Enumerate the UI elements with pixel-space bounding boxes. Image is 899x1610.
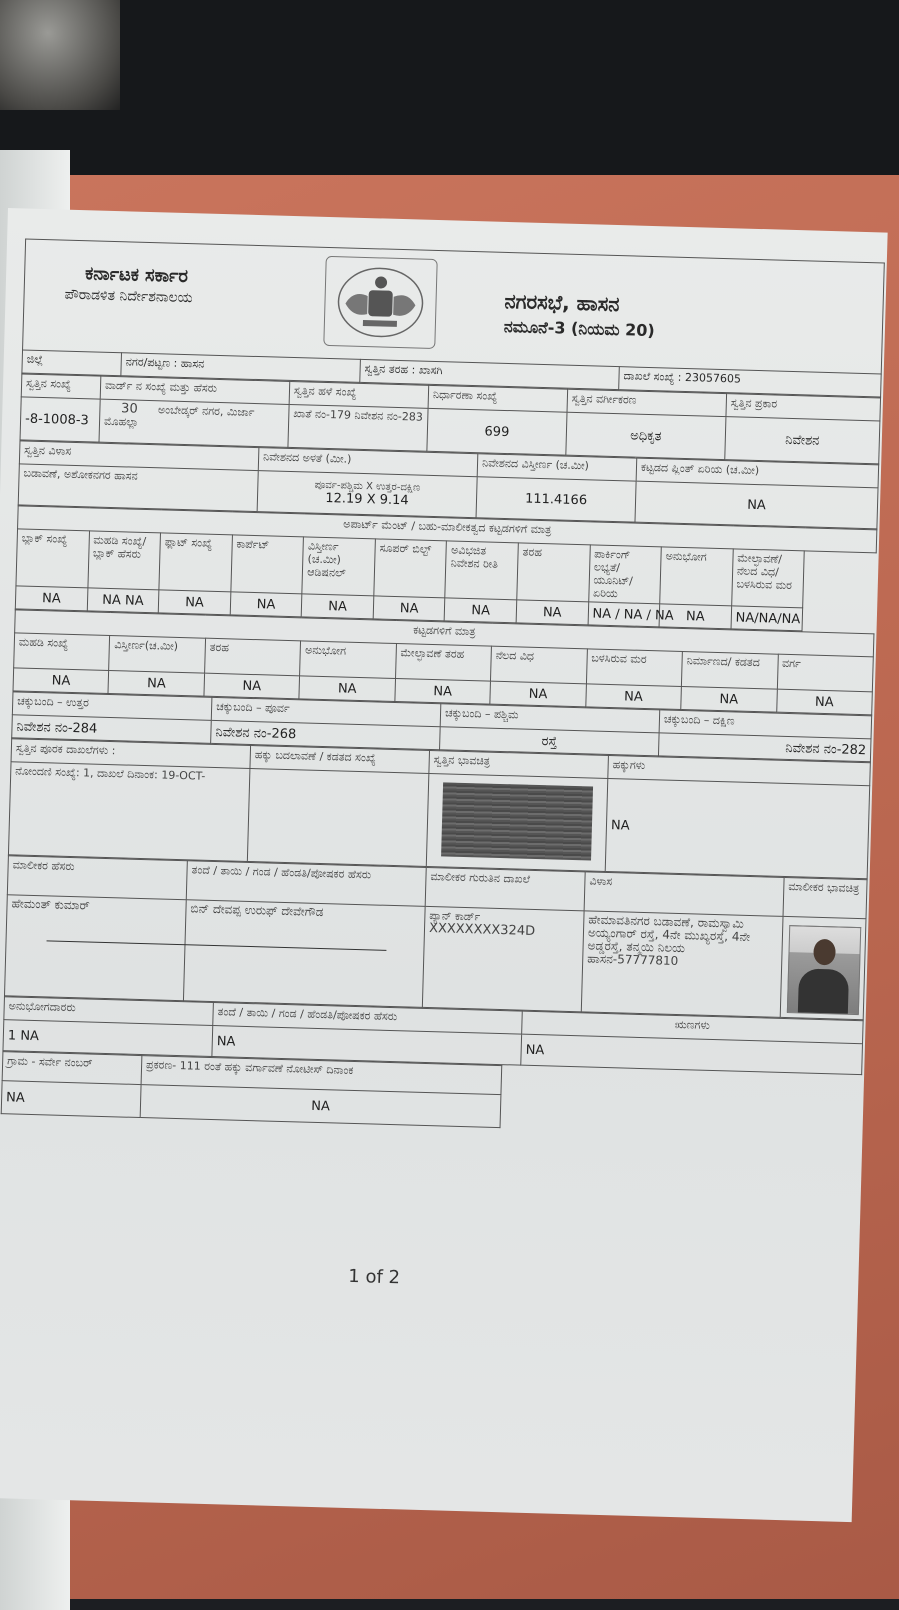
built-area-header: ಕಟ್ಟಡದ ಪ್ಲಿಂತ್ ಏರಿಯ (ಚ.ಮೀ)	[636, 458, 879, 488]
plot-area-header: ನಿವೇಶನದ ವಿಸ್ತೀರ್ಣ (ಚ.ಮೀ)	[477, 454, 637, 481]
plot-dim-header: ನಿವೇಶನದ ಅಳತೆ (ಮೀ.)	[258, 448, 478, 477]
north-value: ನಿವೇಶನ ನಂ-284	[12, 715, 212, 744]
ward-value	[99, 399, 289, 447]
bld-floor-type-header: ನೆಲದ ವಿಧ	[491, 646, 587, 684]
building-title: ಕಟ್ಟಡಗಳಿಗೆ ಮಾತ್ರ	[15, 610, 874, 657]
bld-year-value: NA	[681, 686, 777, 712]
bld-usage-header: ಅನುಭೋಗ	[300, 641, 396, 679]
apt-block-header: ಬ್ಲಾಕ್ ಸಂಖ್ಯೆ	[16, 529, 89, 588]
plot-area-value: 111.4166	[476, 477, 636, 522]
occupant-index: 1	[7, 1027, 17, 1044]
owner-address-value: ಹೇಮಾವತಿನಗರ ಬಡಾವಣೆ, ರಾಮಸ್ವಾಮಿ ಅಯ್ಯಂಗಾರ್ ರಸ್ತೆ, 4ನೇ ಮುಖ್ಯರಸ್ತೆ, 4ನೇ ಅಡ್ಡರಸ್ತೆ, ತನ್ಮಯಿ ನಿಲಯ ಹಾಸನ-57777810	[581, 911, 783, 1018]
rights-value: NA	[605, 778, 869, 878]
owner-id-cell	[422, 906, 584, 1011]
document-page	[0, 208, 888, 1522]
plot-dim-sub: ಪೂರ್ವ-ಪಶ್ಚಿಮ X ಉತ್ತರ-ದಕ್ಷಿಣ	[314, 479, 421, 494]
property-image-header: ಸ್ವತ್ತಿನ ಭಾವಚಿತ್ರ	[429, 750, 609, 778]
transfer-value	[247, 768, 429, 866]
owner-photo-header: ಮಾಲೀಕರ ಭಾವಚಿತ್ರ	[783, 877, 867, 918]
apt-super-value: NA	[373, 596, 445, 621]
property-type-label: ಸ್ವತ್ತಿನ ತರಹ : ಖಾಸಗಿ	[360, 359, 620, 389]
apt-carpet-header: ಕಾರ್ಪೆಟ್	[231, 535, 304, 594]
owner-photo-cell	[780, 916, 866, 1019]
bld-class-value: NA	[776, 689, 872, 715]
category-value: ಅಧಿಕೃತ	[566, 412, 726, 459]
loans-value: NA	[521, 1034, 863, 1075]
occupant-cell	[3, 1020, 213, 1057]
ward-no: 30	[120, 401, 138, 417]
category-header: ಸ್ವತ್ತಿನ ವರ್ಗೀಕರಣ	[567, 389, 727, 416]
assessment-value: 699	[427, 408, 567, 455]
loans-header: ಋಣಗಳು	[522, 1011, 864, 1044]
apt-roof-header: ಮೇಲ್ಛಾವಣೆ/ನೆಲದ ವಿಧ/ಬಳಸಿರುವ ಮರ	[731, 549, 804, 608]
old-no-header: ಸ್ವತ್ತಿನ ಹಳೆ ಸಂಖ್ಯೆ	[289, 381, 429, 408]
state-emblem-icon	[323, 256, 437, 349]
survey-header: ಗ್ರಾಮ - ಸರ್ವೇ ನಂಬರ್	[2, 1052, 142, 1085]
owner-table	[4, 855, 868, 1020]
government-name: ಕರ್ನಾಟಕ ಸರ್ಕಾರ	[84, 263, 189, 288]
bld-class-header: ವರ್ಗ	[777, 654, 873, 692]
notice-header: ಪ್ರಕರಣ- 111 ರಂತೆ ಹಕ್ಕು ವರ್ಗಾವಣೆ ನೋಟೀಸ್ ದಿನಾಂಕ	[141, 1056, 502, 1095]
bld-roof-value: NA	[395, 678, 491, 704]
apt-block-value: NA	[15, 586, 87, 611]
west-value: ರಸ್ತೆ	[440, 727, 660, 756]
north-header: ಚಕ್ಕುಬಂದಿ – ಉತ್ತರ	[12, 692, 212, 721]
bld-floor-header: ಮಹಡಿ ಸಂಖ್ಯೆ	[14, 633, 110, 671]
plot-dim-value: 12.19 X 9.14	[325, 490, 409, 509]
survey-value: NA	[1, 1081, 141, 1118]
property-no-header: ಸ್ವತ್ತಿನ ಸಂಖ್ಯೆ	[21, 374, 101, 399]
directorate-name: ಪೌರಾಡಳಿತ ನಿರ್ದೇಶನಾಲಯ	[64, 286, 193, 307]
supporting-docs-header: ಸ್ವತ್ತಿನ ಪೂರಕ ದಾಖಲೆಗಳು :	[11, 739, 251, 769]
bld-type-header: ತರಹ	[204, 638, 300, 676]
town-label: ನಗರ/ಪಟ್ಟಣ : ಹಾಸನ	[121, 353, 361, 383]
property-photo	[441, 782, 593, 860]
transfer-header: ಹಕ್ಕು ಬದಲಾವಣೆ / ಕಡತದ ಸಂಖ್ಯೆ	[250, 745, 430, 773]
apt-carpet-value: NA	[230, 592, 302, 617]
form-number: ನಮೂನೆ-3 (ನಿಯಮ 20)	[503, 316, 656, 341]
apt-floor-header: ಮಹಡಿ ಸಂಖ್ಯೆ/ಬ್ಲಾಕ್ ಹೆಸರು	[88, 531, 161, 590]
bld-year-header: ನಿರ್ಮಾಣದ/ ಕಡತದ	[681, 652, 777, 690]
entry-number-label: ದಾಖಲೆ ಸಂಖ್ಯೆ : 23057605	[619, 367, 882, 397]
bld-area-value: NA	[108, 671, 204, 697]
owner-id-number: XXXXXXXX324D	[428, 921, 536, 939]
owner-name-header: ಮಾಲೀಕರ ಹೆಸರು	[7, 856, 187, 900]
page-number: 1 of 2	[348, 1265, 401, 1289]
owner-photo	[787, 925, 861, 1015]
district-label: ಜಿಲ್ಲೆ	[22, 350, 122, 376]
apt-floor-value: NA NA	[87, 588, 159, 613]
apt-type-value: NA	[516, 600, 588, 625]
notice-value: NA	[140, 1085, 501, 1128]
plot-dim-cell	[257, 471, 477, 518]
apt-area-header: ವಿಸ್ತೀರ್ಣ (ಚ.ಮೀ)	[307, 539, 342, 567]
south-header: ಚಕ್ಕುಬಂದಿ – ದಕ್ಷಿಣ	[659, 710, 872, 739]
address-value: ಬಡಾವಣೆ, ಅಶೋಕನಗರ ಹಾಸನ	[18, 464, 258, 512]
bld-type-value: NA	[204, 673, 300, 699]
address-header: ಸ್ವತ್ತಿನ ವಿಳಾಸ	[19, 441, 259, 471]
survey-table	[1, 1051, 503, 1128]
apt-parking-value: NA / NA / NA	[588, 602, 660, 627]
supporting-docs-value: ನೋಂದಣಿ ಸಂಖ್ಯೆ: 1, ದಾಖಲೆ ದಿನಾಂಕ: 19-OCT-	[8, 762, 250, 862]
owner-relation-header: ತಂದೆ / ತಾಯಿ / ಗಂಡ / ಹೆಂಡತಿ/ಪೋಷಕರ ಹೆಸರು	[186, 861, 426, 907]
bld-floor-type-value: NA	[490, 681, 586, 707]
apartment-title: ಅಪಾರ್ಟ್ ಮೆಂಟ್ / ಬಹು-ಮಾಲೀಕತ್ವದ ಕಟ್ಟಡಗಳಿಗೆ ಮಾತ್ರ	[18, 506, 877, 553]
kind-header: ಸ್ವತ್ತಿನ ಪ್ರಕಾರ	[726, 394, 881, 421]
bld-usage-value: NA	[299, 676, 395, 702]
apt-usage-value: NA	[659, 604, 731, 629]
apt-additional-value: NA	[302, 594, 374, 619]
apt-undivided-header: ಅವಿಭಜಿತ ನಿವೇಶನ ರೀತಿ	[445, 541, 518, 600]
background-object	[0, 0, 120, 110]
south-value: ನಿವೇಶನ ನಂ-282	[658, 733, 871, 762]
apt-parking-header: ಪಾರ್ಕಿಂಗ್ ಲಭ್ಯತೆ/ಯೂನಿಟ್/ಏರಿಯ	[588, 545, 661, 604]
city-council-title: ನಗರಸಭೆ, ಹಾಸನ	[504, 288, 620, 317]
occupant-relation-value: NA	[212, 1026, 522, 1066]
west-header: ಚಕ್ಕುಬಂದಿ – ಪಶ್ಚಿಮ	[440, 704, 660, 733]
apt-flat-value: NA	[158, 590, 230, 615]
owner-id-type: ಪ್ಯಾನ್ ಕಾರ್ಡ್	[429, 909, 481, 924]
apt-flat-header: ಫ್ಲಾಟ್ ಸಂಖ್ಯೆ	[159, 533, 232, 592]
apt-additional-label: ಆಡಿಷನಲ್	[307, 565, 346, 580]
owner-relation-value: ಬಿನ್ ದೇವಪ್ಪ ಉರುಫ್ ದೇವೇಗೌಡ	[183, 900, 425, 1008]
old-no-value: ಖಾತೆ ನಂ-179 ನಿವೇಶನ ನಂ-283	[288, 404, 428, 451]
east-header: ಚಕ್ಕುಬಂದಿ – ಪೂರ್ವ	[211, 697, 441, 726]
rights-header: ಹಕ್ಕುಗಳು	[608, 755, 871, 785]
apt-type-header: ತರಹ	[517, 543, 590, 602]
occupant-name: NA	[20, 1028, 40, 1044]
form-body	[1, 209, 886, 1139]
owner-id-header: ಮಾಲೀಕರ ಗುರುತಿನ ದಾಖಲೆ	[425, 867, 585, 910]
bld-floor-value: NA	[13, 668, 109, 694]
built-area-value: NA	[635, 481, 878, 529]
apt-undivided-value: NA	[445, 598, 517, 623]
bld-roof-header: ಮೇಲ್ಛಾವಣೆ ತರಹ	[395, 644, 491, 682]
apt-usage-header: ಅನುಭೋಗ	[660, 547, 733, 606]
owner-name-cell	[5, 895, 187, 1001]
apt-super-header: ಸೂಪರ್ ಬಿಲ್ಟ್	[374, 539, 447, 598]
bld-wood-header: ಬಳಸಿರುವ ಮರ	[586, 649, 682, 687]
bld-wood-value: NA	[585, 684, 681, 710]
occupant-header: ಅನುಭೋಗದಾರರು	[4, 997, 214, 1026]
apt-additional-header	[302, 537, 375, 596]
east-value: ನಿವೇಶನ ನಂ-268	[211, 720, 441, 749]
assessment-header: ನಿರ್ಧಾರಣಾ ಸಂಖ್ಯೆ	[428, 385, 568, 412]
bld-area-header: ವಿಸ್ತೀರ್ಣ(ಚ.ಮೀ)	[109, 636, 205, 674]
kind-value: ನಿವೇಶನ	[725, 417, 880, 464]
apt-roof-value: NA/NA/NA	[731, 606, 803, 631]
owner-name: ಹೇಮಂತ್ ಕುಮಾರ್	[11, 896, 90, 913]
property-image-cell	[426, 773, 608, 871]
owner-address-header: ವಿಳಾಸ	[584, 872, 784, 917]
ward-name: ಅಂಬೇಡ್ಕರ್ ನಗರ, ಮಿರ್ಜಾ ಮೊಹಲ್ಲಾ	[103, 403, 255, 429]
ward-header: ವಾರ್ಡ್ ನ ಸಂಖ್ಯೆ ಮತ್ತು ಹೆಸರು	[100, 376, 290, 404]
occupant-relation-header: ತಂದೆ / ತಾಯಿ / ಗಂಡ / ಹೆಂಡತಿ/ಪೋಷಕರ ಹೆಸರು	[213, 1003, 523, 1035]
property-no-value: -8-1008-3	[20, 397, 100, 442]
